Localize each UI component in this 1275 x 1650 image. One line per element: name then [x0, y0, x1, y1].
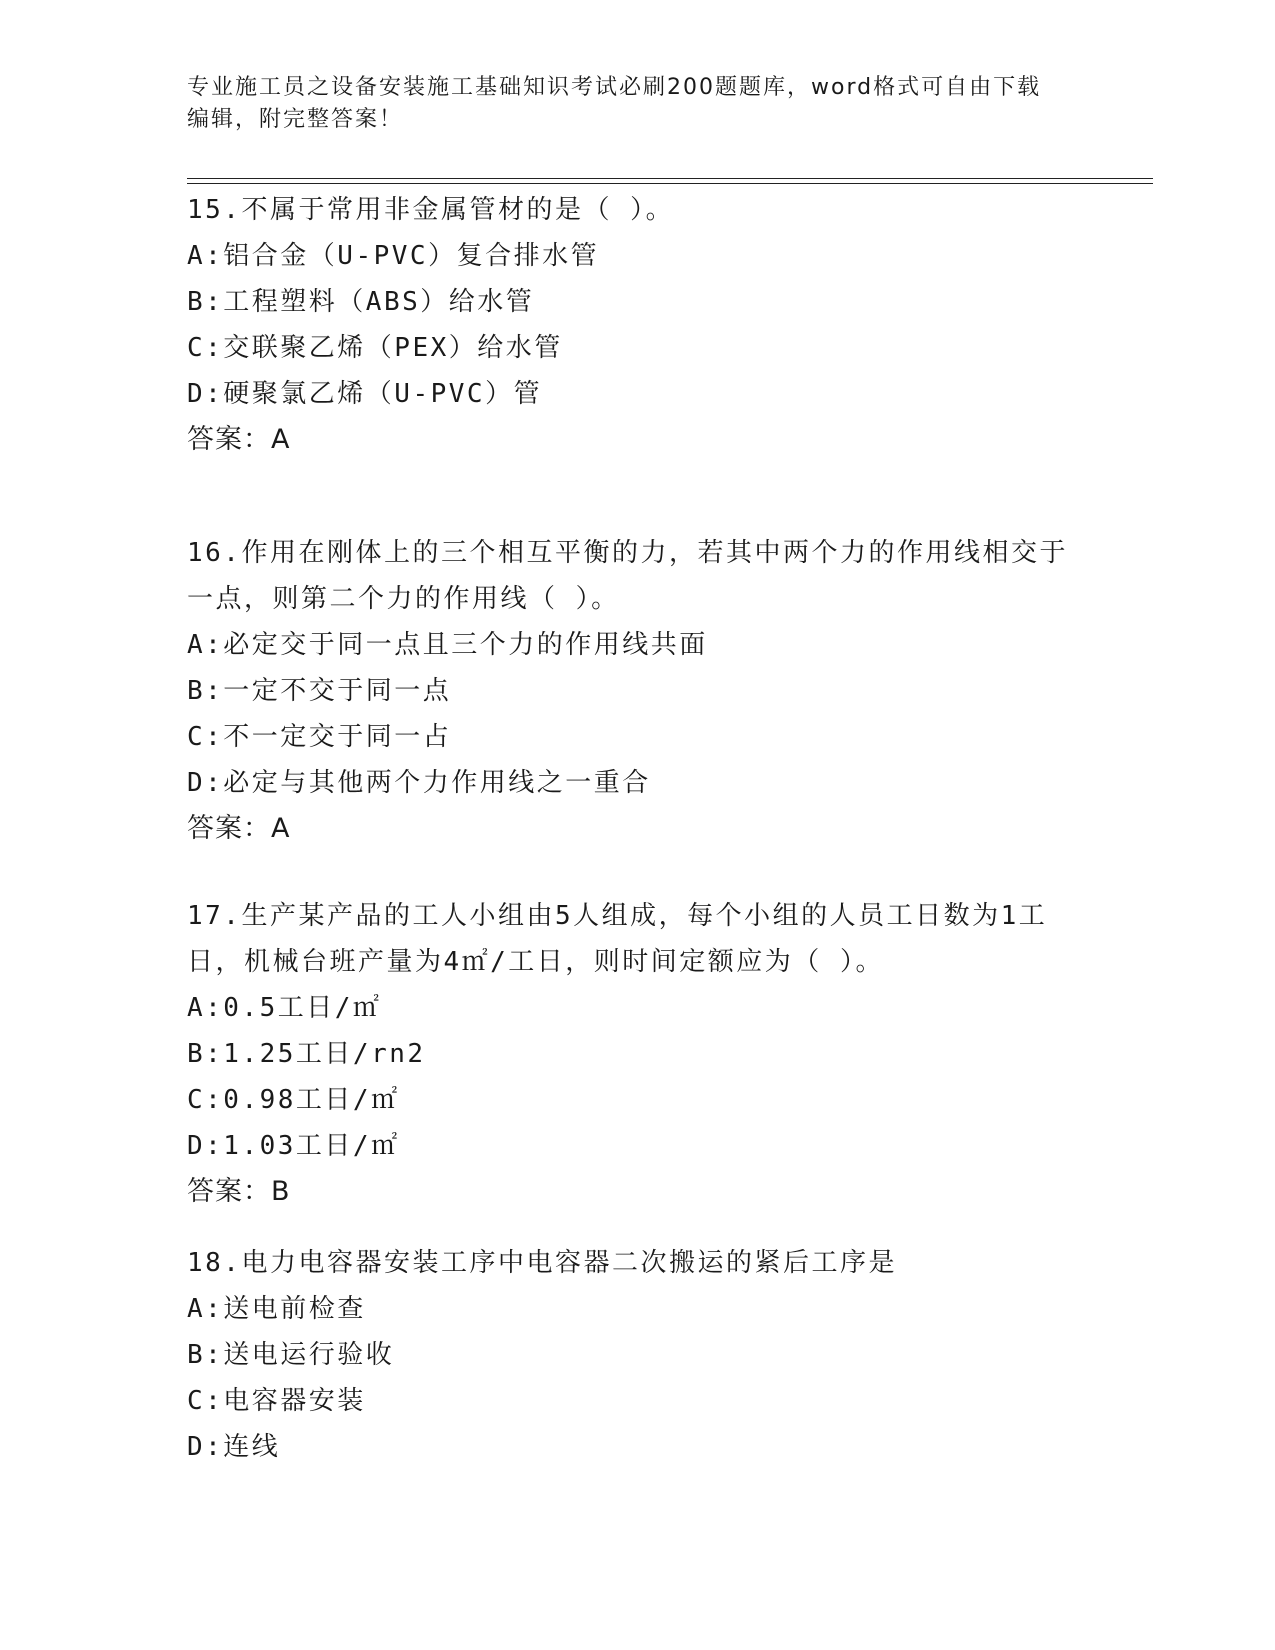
option-b: B:1.25工日/rn2: [187, 1039, 426, 1069]
answer-text: 答案：A: [187, 424, 291, 455]
option-a: A:必定交于同一点且三个力的作用线共面: [187, 630, 708, 660]
question-stem: 18.电力电容器安装工序中电容器二次搬运的紧后工序是: [187, 1248, 897, 1278]
answer-text: 答案：A: [187, 813, 291, 844]
document-title: [187, 72, 1087, 136]
title-line-2: 编辑，附完整答案！: [187, 107, 404, 132]
option-d: D:必定与其他两个力作用线之一重合: [187, 768, 651, 798]
option-b: B:送电运行验收: [187, 1340, 395, 1370]
header-divider-bottom: [187, 183, 1153, 184]
header-divider-top: [187, 178, 1153, 179]
answer-text: 答案：B: [187, 1176, 291, 1207]
question-stem-continued: 日，机械台班产量为4㎡/工日，则时间定额应为（ ）。: [187, 947, 884, 977]
option-d: D:连线: [187, 1432, 281, 1462]
option-a: A:送电前检查: [187, 1294, 366, 1324]
question-stem-continued: 一点，则第二个力的作用线（ ）。: [187, 584, 620, 614]
option-d: D:1.03工日/㎡: [187, 1131, 400, 1161]
question-stem: 15.不属于常用非金属管材的是（ ）。: [187, 195, 675, 225]
question-block-17: [187, 893, 1087, 1215]
question-block-18: [187, 1240, 1087, 1470]
question-block-16: [187, 530, 1087, 852]
question-stem: 16.作用在刚体上的三个相互平衡的力，若其中两个力的作用线相交于: [187, 538, 1068, 568]
option-b: B:一定不交于同一点: [187, 676, 452, 706]
option-c: C:不一定交于同一占: [187, 722, 452, 752]
option-a: A:铝合金（U-PVC）复合排水管: [187, 241, 600, 271]
question-stem: 17.生产某产品的工人小组由5人组成，每个小组的人员工日数为1工: [187, 901, 1048, 931]
option-c: C:电容器安装: [187, 1386, 366, 1416]
option-a: A:0.5工日/㎡: [187, 993, 382, 1023]
title-line-1: 专业施工员之设备安装施工基础知识考试必刷200题题库，word格式可自由下载: [187, 75, 1042, 100]
option-c: C:0.98工日/㎡: [187, 1085, 400, 1115]
option-c: C:交联聚乙烯（PEX）给水管: [187, 333, 563, 363]
option-b: B:工程塑料（ABS）给水管: [187, 287, 535, 317]
option-d: D:硬聚氯乙烯（U-PVC）管: [187, 379, 543, 409]
question-block-15: [187, 187, 1087, 463]
